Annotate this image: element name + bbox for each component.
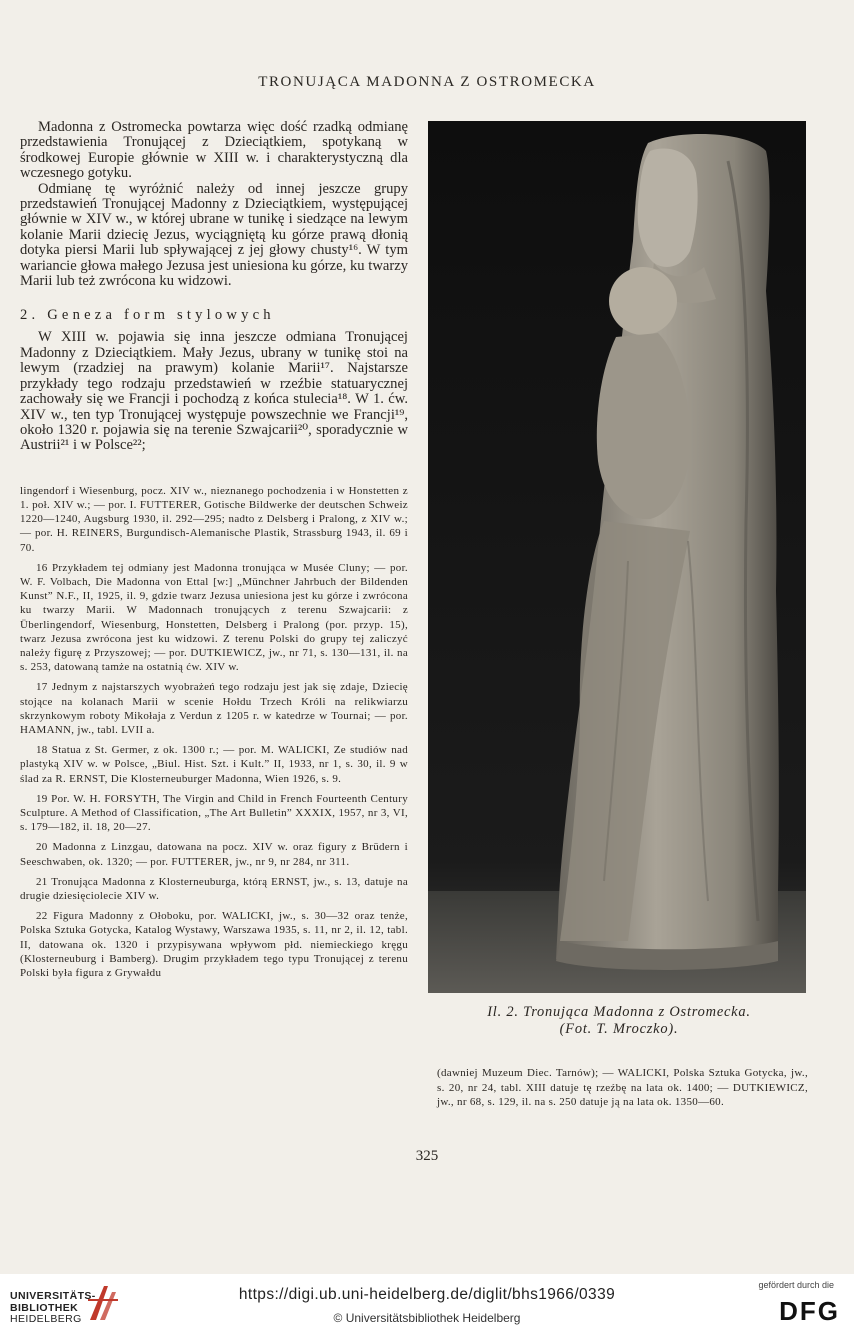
right-column-footnote: (dawniej Muzeum Diec. Tarnów); — WALICKI, Polska Sztuka Gotycka, jw., s. 20, nr 24, tabl. XIII datuje tę rzeźbę na lata ok. 1400; — DUTKIEWICZ, jw., nr 68, s. 129, il. na s. 250 datuje ją na lata ok. 1350—60.: [437, 1067, 808, 1108]
footnote: 22 Figura Madonny z Ołoboku, por. WALICKI, jw., s. 30—32 oraz tenże, Polska Sztuka Gotycka, Katalog Wystawy, Warszawa 1935, s. 11, nr 2, il. 12, tabl. II, datowana ok. 1320 i przypisywana wpływom płd. niemieckiego kręgu (Klosterneuburg i Bamberg). Drugim przykładem tego typu Tronującej z terenu Polski była figura z Grywałdu: [20, 910, 408, 980]
page-number: 325: [415, 1148, 439, 1164]
madonna-sculpture-image: [428, 121, 806, 993]
footnote: 20 Madonna z Linzgau, datowana na pocz. XIV w. oraz figury z Brüdern i Seeschwaben, ok. 1320; — por. FUTTERER, jw., nr 9, nr 284, nr 311.: [20, 841, 408, 868]
left-column: [20, 120, 408, 986]
body-paragraph-2: Odmianę tę wyróżnić należy od innej jeszcze grupy przedstawień Tronującej Madonny z Dzieciątkiem, występującej głównie w XIV w., w której ubrane w tunikę i siedzące na lewym kolanie Marii dziecię Jezus, wyciągniętą ku górze prawą dłonią dotyka piersi Marii lub spływającej z jej głowy chusty¹⁶. W tym wariancie głowa małego Jezusa jest uniesiona ku górze, ku twarzy Marii lub też zwrócona ku widzowi.: [20, 180, 408, 290]
footnote: 17 Jednym z najstarszych wyobrażeń tego rodzaju jest jak się zdaje, Dziecię stojące na kolanach Marii w scenie Hołdu Trzech Króli na relikwiarzu skrzynkowym roboty Mikołaja z Verdun z 1205 r. w katedrze w Tournai; — por. HAMANN, jw., tabl. LVII a.: [20, 681, 408, 736]
library-logo[interactable]: UNIVERSITÄTS- BIBLIOTHEK HEIDELBERG: [10, 1290, 96, 1325]
footnote: lingendorf i Wiesenburg, pocz. XIV w., nieznanego pochodzenia i w Honstetten z 1. poł. XIV w.; — por. I. FUTTERER, Gotische Bildwerke der deutschen Schweiz 1220—1240, Augsburg 1930, il. 292—295; nadto z Delsberg i Pralong, z XIV w.; — por. H. REINERS, Burgundisch-Alemanische Plastik, Strassburg 1943, il. 69 i 70.: [20, 484, 408, 554]
section-heading: 2. Geneza form stylowych: [20, 307, 275, 324]
copyright-notice: © Universitätsbibliothek Heidelberg: [333, 1311, 521, 1325]
body-paragraph-3: W XIII w. pojawia się inna jeszcze odmiana Tronującej Madonny z Dzieciątkiem. Mały Jezus, ubrany w tunikę stoi na lewym (rzadziej na prawym) kolanie Marii¹⁷. Najstarsze przykłady tego rodzaju przedstawień w rzeźbie statuarycznej zachowały się we Francji i pochodzą z końca stulecia¹⁸. W 1. ćw. XIV w., ten typ Tronującej występuje powszechnie we Francji¹⁹, około 1320 r. pojawia się na terenie Szwajcarii²⁰, sporadycznie w Austrii²¹ i w Polsce²²;: [20, 329, 408, 454]
madonna-photograph: [428, 121, 806, 993]
running-head: TRONUJĄCA MADONNA Z OSTROMECKA: [258, 74, 596, 90]
caption-credit: (Fot. T. Mroczko).: [559, 1021, 679, 1037]
footnote: 21 Tronująca Madonna z Klosterneuburga, którą ERNST, jw., s. 13, datuje na drugie dziesięciolecie XIV w.: [20, 875, 408, 902]
body-paragraph-1: Madonna z Ostromecka powtarza więc dość rzadką odmianę przedstawienia Tronującej z Dzieciątkiem, spotykaną w środkowej Europie głównie w XIII w. i charakterystyczną dla wczesnego gotyku.: [20, 119, 408, 182]
footnote: 16 Przykładem tej odmiany jest Madonna tronująca w Musée Cluny; — por. W. F. Volbach, Die Madonna von Ettal [w:] „Münchner Jahrbuch der Bildenden Kunst” N.F., II, 1925, il. 9, gdzie twarz Jezusa uniesiona jest ku górze i zwrócona ku twarzy Marii. W Madonnach tronujących z terenu Szwajcarii: z Überlingendorf, Wiesenburg, Honstetten, Delsberg i Pralong (por. przyp. 15), twarz Jezusa zwrócona jest ku widzowi. Z terenu Polski do grupy tej zaliczyć należy figurę z Przyszowej; — por. DUTKIEWICZ, jw., nr 71, s. 130—131, il. na s. 253, datowaną tamże na ostatnią ćw. XIV w.: [20, 561, 408, 674]
footnote: 18 Statua z St. Germer, z ok. 1300 r.; — por. M. WALICKI, Ze studiów nad plastyką XIV w. w Polsce, „Biul. Hist. Szt. i Kult.” II, 1933, nr 1, s. 30, il. 9 w ślad za R. ERNST, Die Klosterneuburger Madonna, Wien 1926, s. 9.: [20, 744, 408, 785]
dfg-funding-label: gefördert durch die: [758, 1280, 834, 1290]
footnotes: [20, 484, 408, 981]
viewer-footer: [0, 1274, 854, 1334]
caption-title: Il. 2. Tronująca Madonna z Ostromecka.: [487, 1004, 751, 1020]
figure-caption: [432, 1004, 806, 1038]
permalink-url[interactable]: https://digi.ub.uni-heidelberg.de/diglit/bhs1966/0339: [238, 1286, 616, 1303]
dfg-logo[interactable]: DFG: [779, 1296, 840, 1326]
footnote: 19 Por. W. H. FORSYTH, The Virgin and Child in French Fourteenth Century Sculpture. A Method of Classification, „The Art Bulletin” XXXIX, 1957, nr 3, VI, s. 179—182, il. 18, 20—27.: [20, 792, 408, 834]
